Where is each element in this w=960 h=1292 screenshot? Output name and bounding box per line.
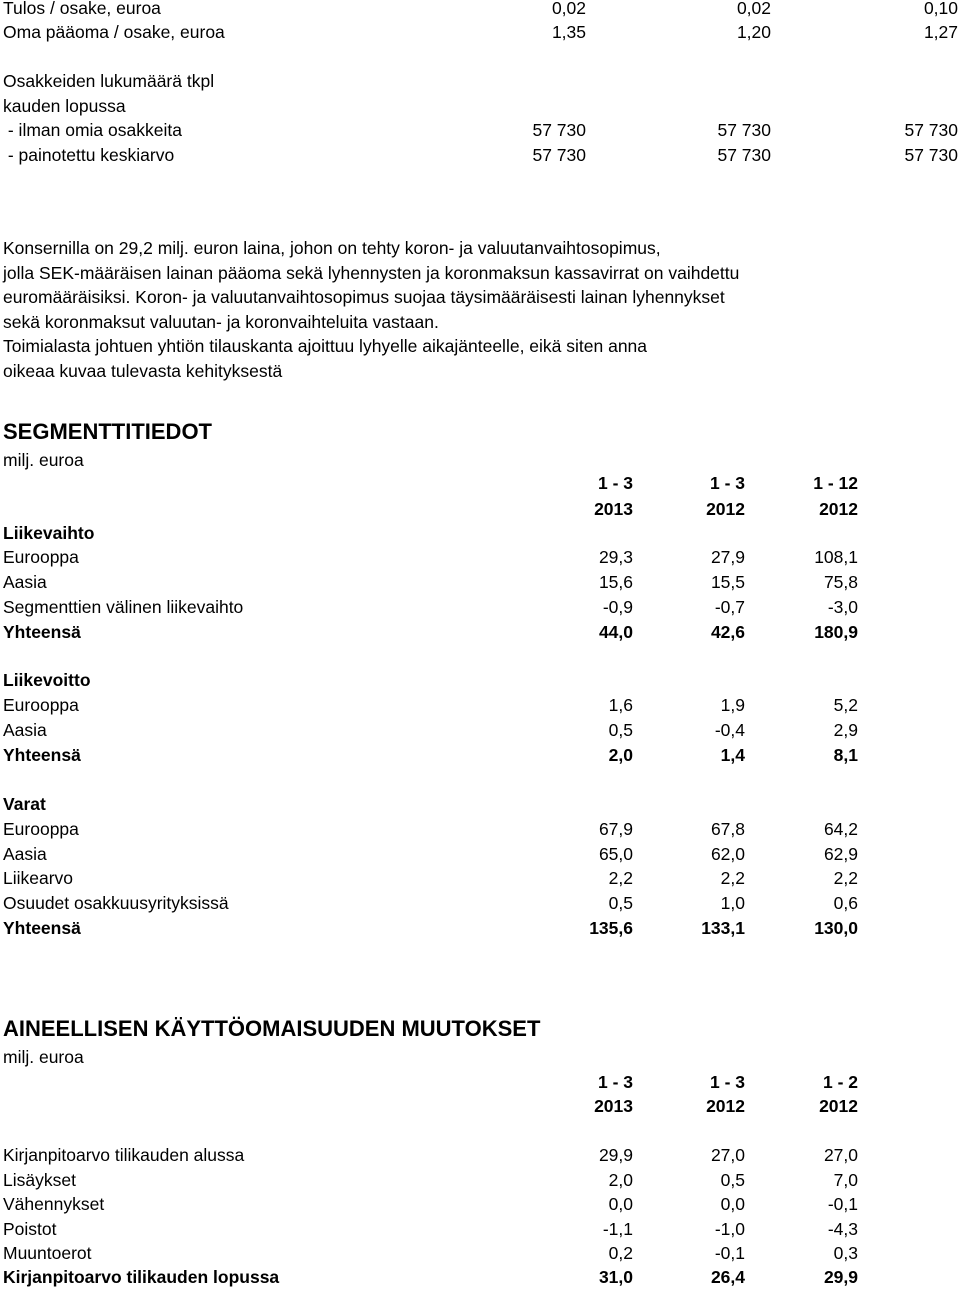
- value-cell: 1,9: [720, 695, 745, 715]
- value-cell: 0,2: [608, 1243, 633, 1263]
- note-line: jolla SEK-määräisen lainan pääoma sekä lyhennysten ja koronmaksun kassavirrat on vaihdettu: [3, 262, 740, 283]
- value-cell: 0,0: [720, 1194, 745, 1214]
- value-cell: 1,35: [551, 22, 586, 42]
- table-row: [3, 143, 960, 167]
- value-cell: 57 730: [904, 145, 958, 165]
- total-row: [3, 916, 960, 940]
- table-row: [3, 20, 960, 44]
- row-label: Segmenttien välinen liikevaihto: [3, 597, 244, 617]
- value-cell: 1,6: [608, 695, 633, 715]
- value-cell: -0,9: [602, 597, 633, 617]
- column-header: 2012: [706, 1096, 745, 1116]
- row-label: Kirjanpitoarvo tilikauden alussa: [3, 1145, 245, 1165]
- table-row: [3, 1217, 960, 1241]
- column-header: 2013: [594, 1096, 633, 1116]
- section-title-text: Liikevoitto: [3, 670, 91, 690]
- table-row: [3, 1241, 960, 1265]
- value-cell: 8,1: [833, 745, 858, 765]
- column-header: 1 - 3: [597, 1072, 633, 1092]
- table-row: [3, 570, 960, 594]
- value-cell: 57 730: [904, 120, 958, 140]
- column-header: 1 - 3: [597, 473, 633, 493]
- value-cell: -0,4: [714, 720, 745, 740]
- row-label: Osakkeiden lukumäärä tkpl: [3, 71, 215, 91]
- table-row: [3, 1143, 960, 1167]
- value-cell: 29,9: [598, 1145, 633, 1165]
- value-cell: 0,5: [608, 893, 633, 913]
- column-header: 1 - 3: [709, 473, 745, 493]
- row-label: Yhteensä: [3, 622, 81, 642]
- value-cell: 0,5: [720, 1170, 745, 1190]
- row-label: Eurooppa: [3, 547, 79, 567]
- column-header: 1 - 3: [709, 1072, 745, 1092]
- row-label: Aasia: [3, 720, 47, 740]
- value-cell: 15,5: [710, 572, 745, 592]
- row-label: Lisäykset: [3, 1170, 76, 1190]
- total-row: [3, 620, 960, 644]
- row-label: Yhteensä: [3, 745, 81, 765]
- value-cell: 130,0: [814, 918, 858, 938]
- row-label: Vähennykset: [3, 1194, 105, 1214]
- row-label: Kirjanpitoarvo tilikauden lopussa: [3, 1267, 280, 1287]
- value-cell: 2,0: [608, 745, 633, 765]
- row-label: kauden lopussa: [3, 96, 126, 116]
- row-label: - painotettu keskiarvo: [3, 145, 175, 165]
- row-label: Liikearvo: [3, 868, 74, 888]
- value-cell: 57 730: [532, 120, 586, 140]
- row-label: Yhteensä: [3, 918, 81, 938]
- value-cell: 2,2: [720, 868, 745, 888]
- value-cell: -0,7: [714, 597, 745, 617]
- row-label: Muuntoerot: [3, 1243, 92, 1263]
- column-header: 1 - 12: [813, 473, 858, 493]
- value-cell: 1,4: [720, 745, 745, 765]
- value-cell: 1,27: [923, 22, 958, 42]
- value-cell: 108,1: [814, 547, 858, 567]
- row-label: Eurooppa: [3, 819, 79, 839]
- column-header: 1 - 2: [822, 1072, 858, 1092]
- value-cell: 2,9: [833, 720, 858, 740]
- value-cell: 27,9: [710, 547, 745, 567]
- table-row: [3, 1192, 960, 1216]
- value-cell: -3,0: [827, 597, 858, 617]
- value-cell: 67,9: [598, 819, 633, 839]
- value-cell: 135,6: [589, 918, 633, 938]
- table-row: [3, 118, 960, 142]
- table-row: [3, 718, 960, 742]
- table-row: [3, 866, 960, 890]
- value-cell: 1,0: [720, 893, 745, 913]
- value-cell: 57 730: [717, 145, 771, 165]
- table-row: [3, 0, 960, 20]
- row-label: - ilman omia osakkeita: [3, 120, 182, 140]
- value-cell: 27,0: [710, 1145, 745, 1165]
- note-line: Konsernilla on 29,2 milj. euron laina, johon on tehty koron- ja valuutanvaihtosopimus,: [3, 238, 661, 258]
- segment-heading: SEGMENTTITIEDOT: [3, 419, 212, 444]
- value-cell: 133,1: [701, 918, 745, 938]
- value-cell: 65,0: [598, 844, 633, 864]
- value-cell: 29,9: [823, 1267, 858, 1287]
- table-row: [3, 69, 960, 93]
- value-cell: 0,3: [833, 1243, 858, 1263]
- total-row: [3, 1265, 960, 1289]
- column-header-row: [3, 471, 960, 495]
- value-cell: 31,0: [598, 1267, 633, 1287]
- value-cell: 2,0: [608, 1170, 633, 1190]
- value-cell: 27,0: [823, 1145, 858, 1165]
- column-header: 2012: [819, 1096, 858, 1116]
- section-title-text: Varat: [3, 794, 46, 814]
- row-label: Osuudet osakkuusyrityksissä: [3, 893, 229, 913]
- note-line: Toimialasta johtuen yhtiön tilauskanta ajoittuu lyhyelle aikajänteelle, eikä siten anna: [3, 336, 648, 356]
- value-cell: 0,5: [608, 720, 633, 740]
- value-cell: 2,2: [833, 868, 858, 888]
- value-cell: -4,3: [827, 1219, 858, 1239]
- row-label: Poistot: [3, 1219, 57, 1239]
- column-header: 2012: [706, 499, 745, 519]
- value-cell: 57 730: [532, 145, 586, 165]
- table-row: [3, 842, 960, 866]
- table-row: [3, 545, 960, 569]
- value-cell: -1,0: [714, 1219, 745, 1239]
- value-cell: 62,0: [710, 844, 745, 864]
- table-row: [3, 1168, 960, 1192]
- row-label: Eurooppa: [3, 695, 79, 715]
- section-title: [3, 668, 960, 692]
- value-cell: 0,10: [923, 0, 958, 18]
- value-cell: 62,9: [823, 844, 858, 864]
- column-header: 2012: [819, 499, 858, 519]
- value-cell: 44,0: [598, 622, 633, 642]
- value-cell: 0,02: [551, 0, 586, 18]
- row-label: Tulos / osake, euroa: [3, 0, 161, 18]
- value-cell: 180,9: [814, 622, 858, 642]
- table-row: [3, 891, 960, 915]
- column-header: 2013: [594, 499, 633, 519]
- unit-label: [3, 448, 960, 472]
- value-cell: -0,1: [714, 1243, 745, 1263]
- note-line: oikeaa kuvaa tulevasta kehityksestä: [3, 360, 283, 381]
- row-label: Aasia: [3, 572, 47, 592]
- column-header-row: [3, 1070, 960, 1094]
- note-paragraph: [3, 236, 903, 383]
- value-cell: 15,6: [598, 572, 633, 592]
- table-row: [3, 94, 960, 118]
- total-row: [3, 743, 960, 767]
- table-row: [3, 595, 960, 619]
- value-cell: 1,20: [736, 22, 771, 42]
- row-label: Aasia: [3, 844, 47, 864]
- column-header-row: [3, 497, 960, 521]
- value-cell: -1,1: [602, 1219, 633, 1239]
- value-cell: 26,4: [710, 1267, 745, 1287]
- note-line: euromääräisiksi. Koron- ja valuutanvaihtosopimus suojaa täysimääräisesti lainan lyhennykset: [3, 287, 725, 307]
- value-cell: -0,1: [827, 1194, 858, 1214]
- value-cell: 75,8: [823, 572, 858, 592]
- table-row: [3, 817, 960, 841]
- unit-text: milj. euroa: [3, 450, 84, 470]
- value-cell: 42,6: [710, 622, 745, 642]
- value-cell: 29,3: [598, 547, 633, 567]
- assets-heading: AINEELLISEN KÄYTTÖOMAISUUDEN MUUTOKSET: [3, 1016, 541, 1041]
- section-title-text: Liikevaihto: [3, 523, 95, 543]
- unit-label: [3, 1045, 960, 1069]
- table-row: [3, 693, 960, 717]
- value-cell: 7,0: [833, 1170, 858, 1190]
- note-line: sekä koronmaksut valuutan- ja koronvaihteluita vastaan.: [3, 311, 439, 332]
- section-title: [3, 792, 960, 816]
- column-header-row: [3, 1094, 960, 1118]
- value-cell: 0,0: [608, 1194, 633, 1214]
- unit-text: milj. euroa: [3, 1047, 84, 1067]
- value-cell: 0,02: [736, 0, 771, 18]
- value-cell: 5,2: [833, 695, 858, 715]
- value-cell: 0,6: [833, 893, 858, 913]
- value-cell: 2,2: [608, 868, 633, 888]
- section-title: [3, 521, 960, 545]
- value-cell: 57 730: [717, 120, 771, 140]
- value-cell: 67,8: [710, 819, 745, 839]
- row-label: Oma pääoma / osake, euroa: [3, 22, 225, 42]
- value-cell: 64,2: [823, 819, 858, 839]
